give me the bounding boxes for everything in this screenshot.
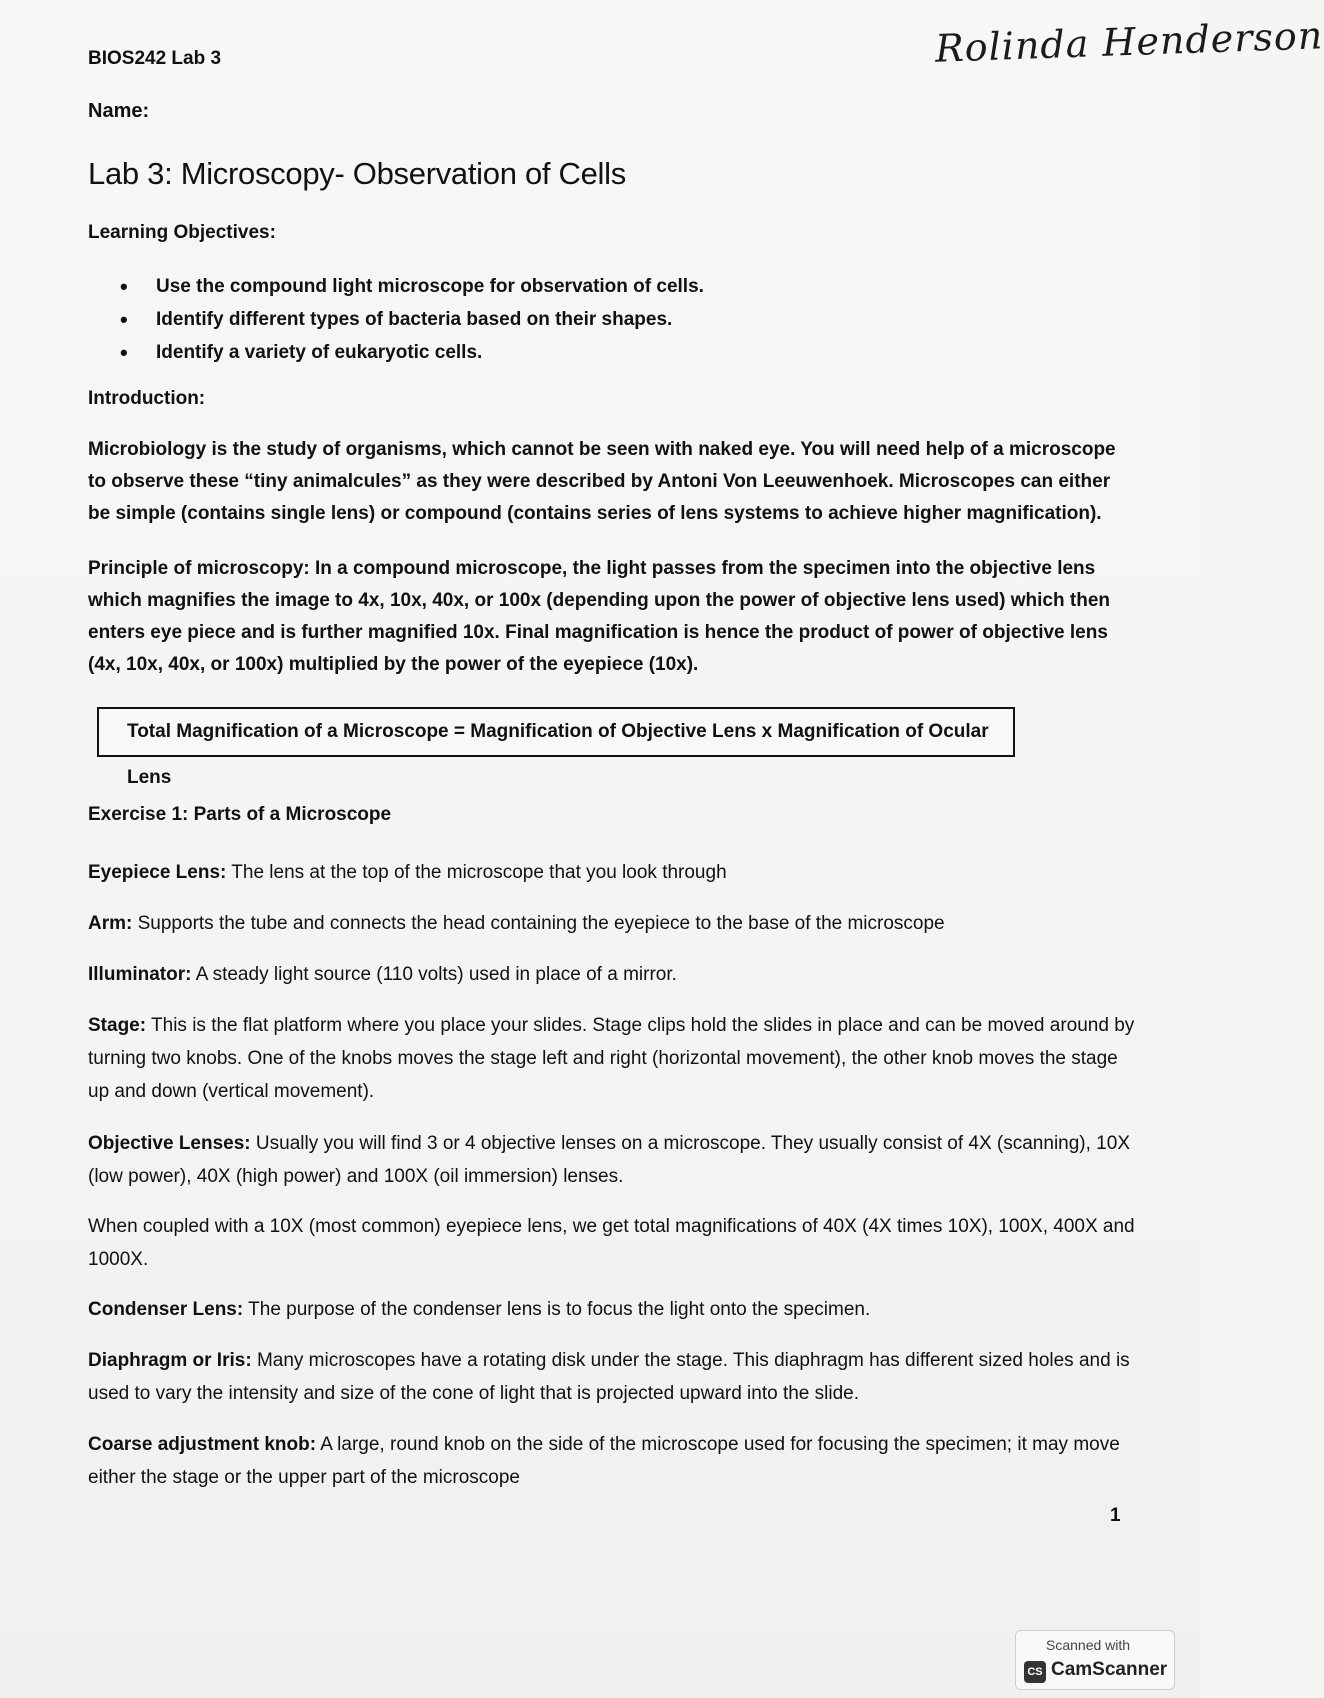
objectives-list <box>120 270 704 369</box>
definition-coarse-knob: Coarse adjustment knob: A large, round knob on the side of the microscope used for focusing the specimen; it may move either the stage or the upper part of the microscope <box>88 1434 1120 1488</box>
exercise-1-heading: Exercise 1: Parts of a Microscope <box>88 804 392 825</box>
bullet-icon: • <box>120 274 128 299</box>
definition-objective-lenses: Objective Lenses: Usually you will find 3 or 4 objective lenses on a microscope. They usually consist of 4X (scanning), 10X (low power), 40X (high power) and 100X (oil immersion) lenses. <box>88 1133 1130 1187</box>
list-item: • Identify a variety of eukaryotic cells. <box>120 336 704 369</box>
bullet-icon: • <box>120 307 128 332</box>
list-item: • Identify different types of bacteria based on their shapes. <box>120 303 704 336</box>
page-number: 1 <box>1110 1505 1121 1526</box>
definition-arm: Arm: Supports the tube and connects the head containing the eyepiece to the base of the microscope <box>88 913 945 934</box>
intro-paragraph: Microbiology is the study of organisms, which cannot be seen with naked eye. You will need help of a microscope to observe these “tiny animalcules” as they were described by Antoni Von Leeuwenhoek. Microscopes can either be simple (contains single lens) or compound (contains series of lens systems to achieve higher magnification). <box>88 439 1116 524</box>
course-code: BIOS242 Lab 3 <box>88 48 222 69</box>
definition-condenser: Condenser Lens: The purpose of the condenser lens is to focus the light onto the specimen. <box>88 1299 871 1320</box>
magnification-formula-box: Total Magnification of a Microscope = Magnification of Objective Lens x Magnification of Ocular Lens <box>97 707 1015 757</box>
list-item: • Use the compound light microscope for observation of cells. <box>120 270 704 303</box>
magnification-note: When coupled with a 10X (most common) eyepiece lens, we get total magnifications of 40X (4X times 10X), 100X, 400X and 1000X. <box>88 1216 1135 1270</box>
name-label: Name: <box>88 100 150 122</box>
camscanner-badge <box>1015 1630 1175 1690</box>
camscanner-icon: CS <box>1024 1661 1046 1683</box>
learning-objectives-heading: Learning Objectives: <box>88 222 276 243</box>
definition-illuminator: Illuminator: A steady light source (110 volts) used in place of a mirror. <box>88 964 677 985</box>
definition-eyepiece: Eyepiece Lens: The lens at the top of the microscope that you look through <box>88 862 727 883</box>
scanner-brand: CamScanner <box>1051 1659 1168 1680</box>
definition-stage: Stage: This is the flat platform where you place your slides. Stage clips hold the slides in place and can be moved around by turning two knobs. One of the knobs moves the stage left and right (horizontal movement), the other knob moves the stage up and down (vertical movement). <box>88 1015 1135 1102</box>
scanner-label: Scanned with <box>1046 1637 1131 1653</box>
page-title: Lab 3: Microscopy- Observation of Cells <box>88 156 626 191</box>
bullet-icon: • <box>120 340 128 365</box>
principle-paragraph: Principle of microscopy: In a compound microscope, the light passes from the specimen into the objective lens which magnifies the image to 4x, 10x, 40x, or 100x (depending upon the power of objective lens used) which then enters eye piece and is further magnified 10x. Final magnification is hence the product of power of objective lens (4x, 10x, 40x, or 100x) multiplied by the power of the eyepiece (10x). <box>88 558 1110 675</box>
handwritten-signature: Rolinda Henderson <box>934 13 1324 71</box>
definition-diaphragm: Diaphragm or Iris: Many microscopes have a rotating disk under the stage. This diaphragm has different sized holes and is used to vary the intensity and size of the cone of light that is projected upward into the slide. <box>88 1350 1130 1404</box>
introduction-heading: Introduction: <box>88 388 206 409</box>
